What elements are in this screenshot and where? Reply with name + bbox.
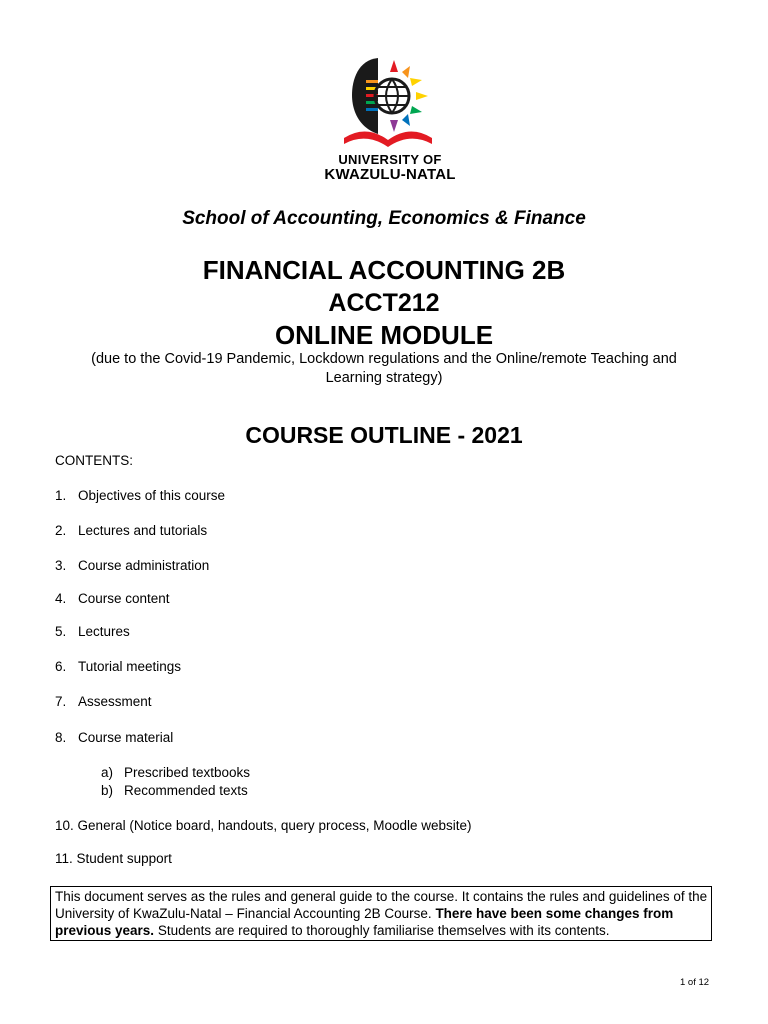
course-code: ACCT212 bbox=[328, 289, 440, 317]
toc-label: Course material bbox=[78, 730, 174, 745]
logo-text-line1: UNIVERSITY OF bbox=[338, 152, 442, 167]
course-title: FINANCIAL ACCOUNTING 2B bbox=[202, 255, 566, 285]
toc-number: 10. bbox=[55, 818, 74, 833]
toc-number: 4. bbox=[55, 591, 67, 606]
contents-label: CONTENTS: bbox=[55, 453, 134, 468]
toc-item bbox=[55, 851, 172, 866]
toc-item bbox=[55, 558, 209, 573]
toc-label: Lectures bbox=[78, 624, 130, 639]
toc-number: 11. bbox=[55, 851, 73, 866]
toc-label: Student support bbox=[76, 851, 172, 866]
toc-number: 6. bbox=[55, 659, 67, 674]
toc-number: 8. bbox=[55, 730, 67, 745]
notice-bold-text: There have been some changes from previous years. bbox=[55, 906, 674, 938]
toc-number: 2. bbox=[55, 523, 67, 538]
notice-box bbox=[50, 886, 712, 941]
toc-number: 3. bbox=[55, 558, 67, 573]
toc-number: 7. bbox=[55, 694, 67, 709]
toc-item bbox=[55, 659, 181, 674]
toc-item bbox=[55, 818, 472, 833]
toc-label: General (Notice board, handouts, query process, Moodle website) bbox=[77, 818, 472, 833]
page-number: 1 of 12 bbox=[680, 977, 710, 988]
subitem-label: Recommended texts bbox=[124, 783, 248, 798]
toc-label: Assessment bbox=[78, 694, 152, 709]
toc-label: Tutorial meetings bbox=[78, 659, 182, 674]
notice-text-1: This document serves as the rules and general guide to the course. It contains the rules and guidelines of the University of KwaZulu-Natal – Financial Accounting 2B Course. bbox=[55, 889, 708, 921]
toc-label: Lectures and tutorials bbox=[78, 523, 208, 538]
subitem-letter: a) bbox=[101, 765, 114, 780]
toc-label: Course content bbox=[78, 591, 170, 606]
toc-item bbox=[55, 624, 130, 639]
subitem-letter: b) bbox=[101, 783, 114, 798]
toc-item bbox=[55, 523, 207, 538]
toc-subitem bbox=[101, 783, 248, 798]
school-name: School of Accounting, Economics & Finance bbox=[182, 208, 586, 229]
ukzn-emblem-icon bbox=[332, 50, 448, 150]
subitem-label: Prescribed textbooks bbox=[124, 765, 251, 780]
toc-subitem bbox=[101, 765, 250, 780]
logo-book bbox=[344, 131, 432, 147]
module-type: ONLINE MODULE bbox=[274, 320, 494, 350]
university-logo bbox=[320, 50, 460, 185]
notice-text-2: Students are required to thoroughly familiarise themselves with its contents. bbox=[154, 923, 610, 938]
toc-number: 1. bbox=[55, 488, 67, 503]
toc-number: 5. bbox=[55, 624, 67, 639]
toc-item bbox=[55, 694, 152, 709]
toc-item bbox=[55, 591, 170, 606]
toc-label: Objectives of this course bbox=[78, 488, 226, 503]
toc-item bbox=[55, 488, 225, 503]
module-note: (due to the Covid-19 Pandemic, Lockdown regulations and the Online/remote Teaching and Learning strategy) bbox=[91, 351, 677, 386]
toc-item bbox=[55, 730, 173, 745]
logo-text-line2: KWAZULU-NATAL bbox=[324, 166, 456, 183]
outline-heading: COURSE OUTLINE - 2021 bbox=[245, 422, 523, 448]
toc-label: Course administration bbox=[78, 558, 210, 573]
